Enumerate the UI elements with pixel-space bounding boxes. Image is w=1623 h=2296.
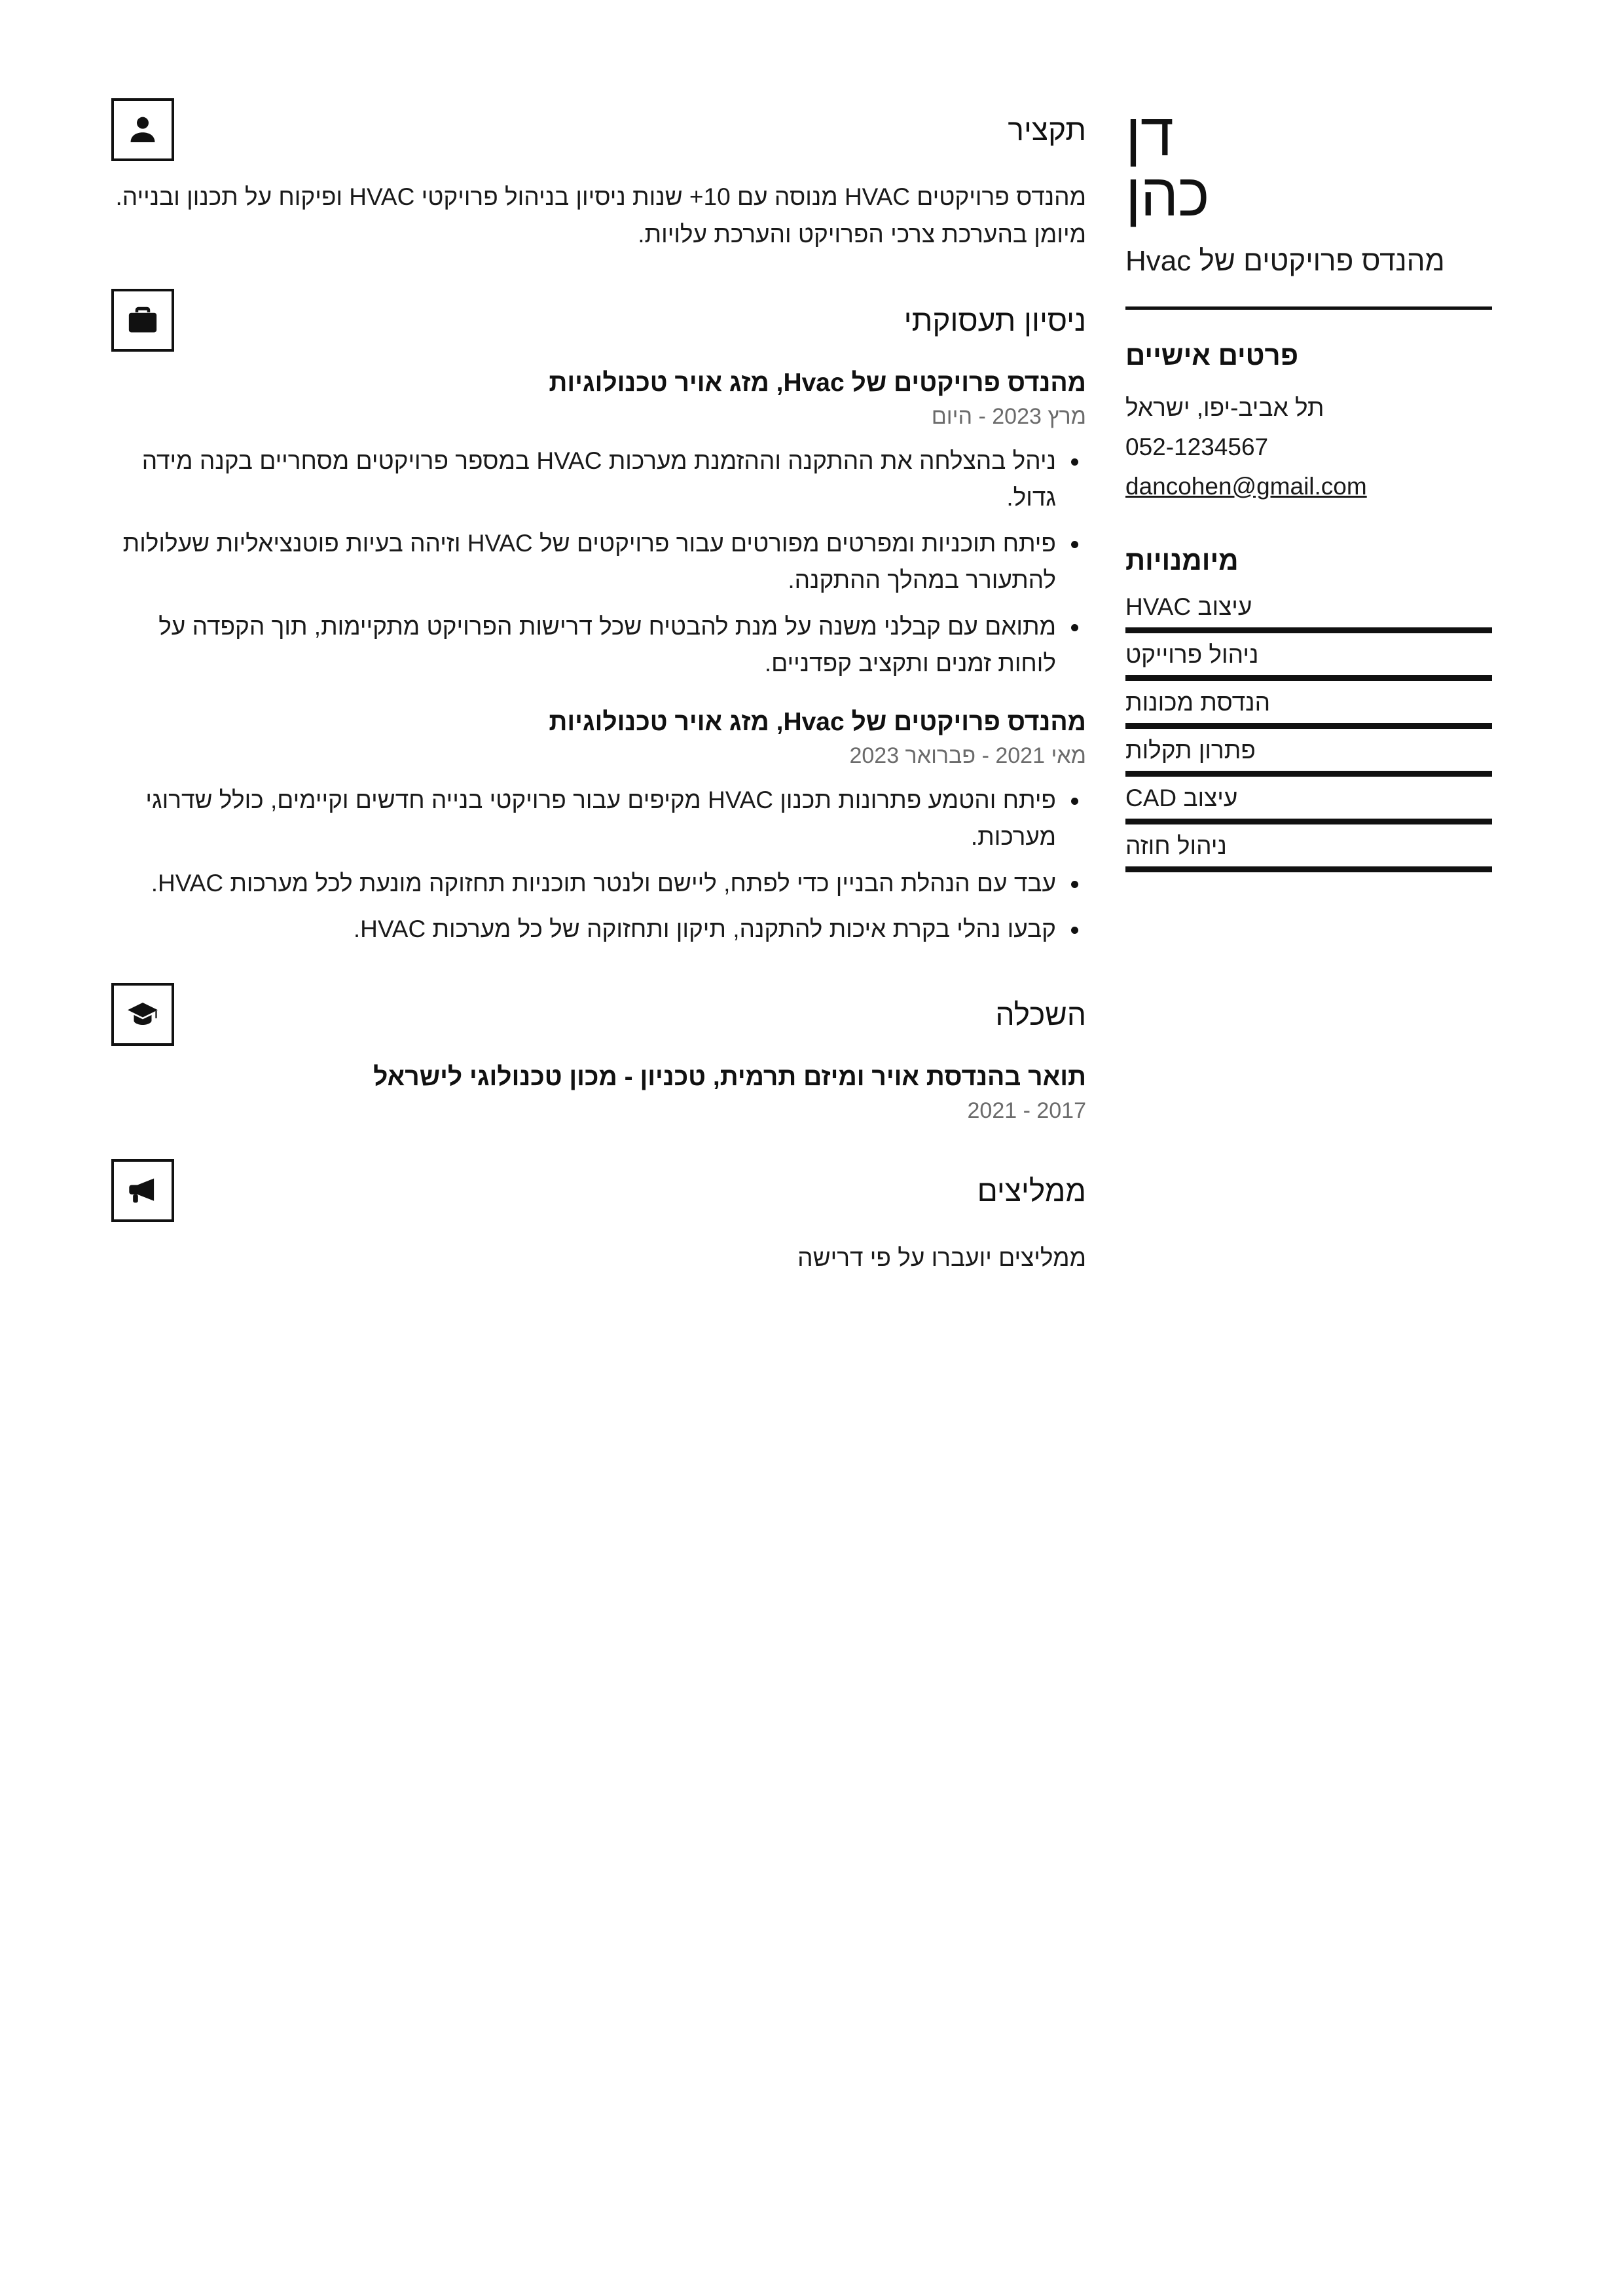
job-bullet: מתואם עם קבלני משנה על מנת להבטיח שכל דרישות הפרויקט מתקיימות, תוך הקפדה על לוחות זמנים ותקציב קפדניים. [111, 608, 1086, 682]
candidate-headline: מהנדס פרויקטים של Hvac [1125, 245, 1445, 277]
job-dates: מאי 2021 - פברואר 2023 [849, 743, 1086, 769]
skill-item [1125, 737, 1492, 777]
candidate-name [1125, 102, 1492, 229]
experience-header [111, 289, 1086, 352]
contact-email-link[interactable]: dancohen@gmail.com [1125, 472, 1367, 500]
job-bullet: פיתח והטמע פתרונות תכנון HVAC מקיפים עבור פרויקטי בנייה חדשים וקיימים, כולל שדרוגי מערכות. [111, 782, 1086, 855]
education-section [111, 983, 1086, 1124]
summary-section [111, 98, 1086, 253]
summary-text: מהנדס פרויקטים HVAC מנוסה עם 10+ שנות ניסיון בניהול פרויקטי HVAC ופיקוח על תכנון ובנייה. מיומן בהערכת צרכי הפרויקט והערכת עלויות. [115, 183, 1086, 248]
graduation-cap-icon [111, 983, 174, 1046]
skill-label: פתרון תקלות [1125, 737, 1256, 764]
spacer [1125, 506, 1492, 545]
job-bullet: פיתח תוכניות ומפרטים מפורטים עבור פרויקטים של HVAC וזיהה בעיות פוטנציאליות שעלולות להתעורר במהלך ההתקנה. [111, 525, 1086, 599]
summary-header [111, 98, 1086, 161]
job-bullets [111, 443, 1086, 682]
experience-title: ניסיון תעסוקתי [903, 303, 1086, 337]
job-entry [111, 708, 1086, 948]
references-text: ממליצים יועברו על פי דרישה [797, 1244, 1086, 1272]
skill-item [1125, 832, 1492, 872]
person-icon [111, 98, 174, 161]
job-entry [111, 369, 1086, 682]
skill-item [1125, 641, 1492, 681]
name-first-line: דן [1125, 102, 1173, 168]
skill-bar [1125, 866, 1492, 872]
education-entry-dates: 2017 - 2021 [967, 1098, 1086, 1124]
experience-section [111, 289, 1086, 948]
job-bullet: עבד עם הנהלת הבניין כדי לפתח, ליישם ולנטר תוכניות תחזוקה מונעת לכל מערכות HVAC. [111, 865, 1086, 902]
job-title: מהנדס פרויקטים של Hvac, מזג אויר טכנולוגיות [549, 708, 1086, 737]
education-title: השכלה [995, 997, 1086, 1032]
skill-label: הנדסת מכונות [1125, 689, 1271, 716]
skill-bar [1125, 675, 1492, 681]
skill-item [1125, 689, 1492, 729]
skill-item [1125, 785, 1492, 824]
education-header [111, 983, 1086, 1046]
skill-label: עיצוב HVAC [1125, 593, 1252, 621]
skill-label: ניהול חוזה [1125, 832, 1227, 860]
personal-details-title: פרטים אישיים [1125, 339, 1299, 371]
name-second-line: כהן [1125, 162, 1209, 229]
references-title: ממליצים [977, 1174, 1086, 1208]
sidebar-divider [1125, 306, 1492, 310]
references-header [111, 1159, 1086, 1222]
job-title: מהנדס פרויקטים של Hvac, מזג אויר טכנולוגיות [549, 368, 1086, 397]
job-bullets [111, 782, 1086, 948]
education-entry [111, 1063, 1086, 1124]
sidebar [1125, 98, 1512, 2296]
skill-item [1125, 593, 1492, 633]
skills-section [1125, 545, 1492, 872]
summary-title: תקציר [1008, 113, 1086, 147]
skill-label: עיצוב CAD [1125, 785, 1238, 812]
main-content [111, 98, 1125, 2296]
skill-bar [1125, 771, 1492, 777]
job-bullet: ניהל בהצלחה את ההתקנה וההזמנת מערכות HVAC במספר פרויקטים מסחריים בקנה מידה גדול. [111, 443, 1086, 516]
references-section [111, 1159, 1086, 1276]
megaphone-icon [111, 1159, 174, 1222]
skill-label: ניהול פרוייקט [1125, 641, 1259, 669]
job-bullet: קבעו נהלי בקרת איכות להתקנה, תיקון ותחזוקה של כל מערכות HVAC. [111, 911, 1086, 948]
skill-bar [1125, 819, 1492, 824]
briefcase-icon [111, 289, 174, 352]
education-entry-title: תואר בהנדסת אויר ומיזם תרמית, טכניון - מכון טכנולוגי לישראל [373, 1063, 1086, 1092]
skill-bar [1125, 627, 1492, 633]
contact-phone: 052-1234567 [1125, 433, 1269, 460]
skills-title: מיומנויות [1125, 545, 1239, 576]
contact-location: תל אביב-יפו, ישראל [1125, 394, 1324, 421]
skill-bar [1125, 723, 1492, 729]
job-dates: מרץ 2023 - היום [931, 403, 1086, 429]
personal-details-section [1125, 340, 1492, 506]
